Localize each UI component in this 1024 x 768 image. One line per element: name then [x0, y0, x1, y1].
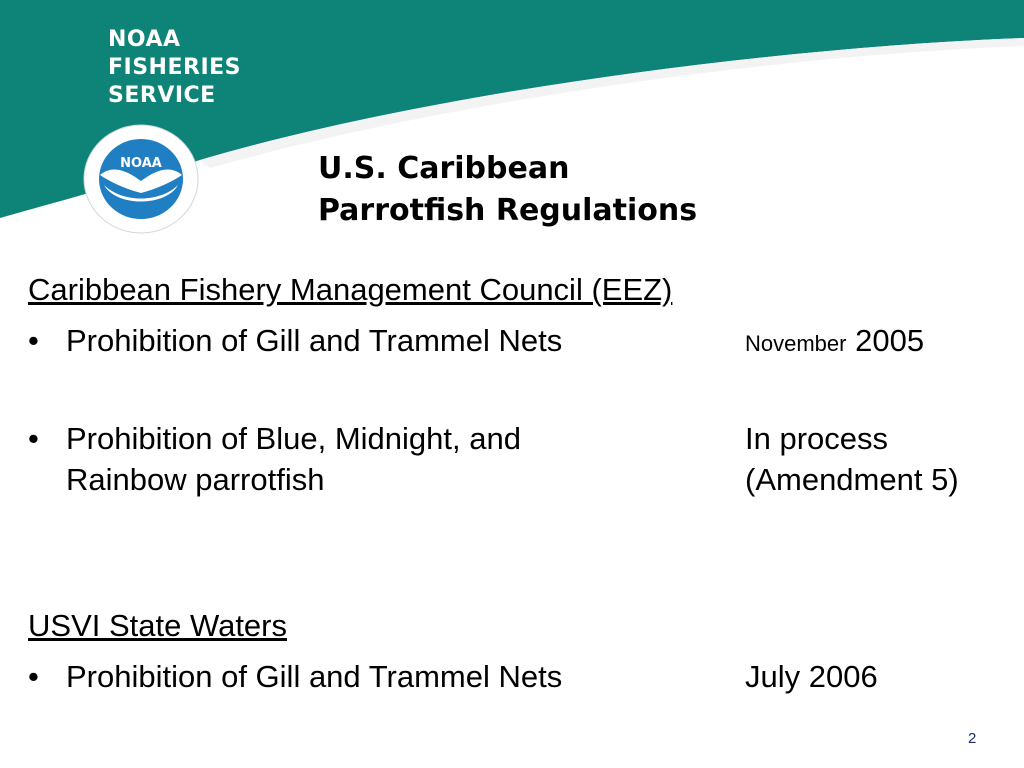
- item-date-line: July 2006: [745, 659, 878, 694]
- item-date: [745, 320, 924, 364]
- slide-title-line-1: U.S. Caribbean: [318, 151, 570, 186]
- item-date-month: November: [745, 331, 847, 356]
- bullet: •: [28, 421, 39, 456]
- noaa-fisheries-wordmark: [108, 26, 241, 110]
- slide-title: [318, 148, 697, 232]
- item-status: [745, 418, 959, 500]
- bullet: •: [28, 659, 39, 694]
- brand-line-1: NOAA: [108, 27, 181, 52]
- item-date-year: 2005: [855, 323, 925, 358]
- item-text-line: Rainbow parrotfish: [66, 462, 325, 497]
- item-text-line: Prohibition of Gill and Trammel Nets: [66, 659, 563, 694]
- item-text-line: Prohibition of Blue, Midnight, and: [66, 421, 521, 456]
- brand-line-2: FISHERIES: [108, 55, 241, 80]
- item-date: [745, 656, 878, 697]
- section-heading-usvi: USVI State Waters: [28, 608, 287, 643]
- bullet: •: [28, 323, 39, 358]
- item-text: [66, 656, 562, 697]
- item-text-line: Prohibition of Gill and Trammel Nets: [66, 323, 563, 358]
- section-heading-cfmc: Caribbean Fishery Management Council (EEZ): [28, 272, 673, 307]
- page-number: 2: [968, 730, 977, 747]
- slide-title-line-2: Parrotfish Regulations: [318, 193, 698, 228]
- item-status-line: In process: [745, 421, 889, 456]
- seal-center-text: NOAA: [120, 156, 162, 171]
- item-text: [66, 320, 562, 361]
- brand-line-3: SERVICE: [108, 83, 216, 108]
- noaa-seal-logo: [82, 123, 200, 235]
- item-text: [66, 418, 521, 500]
- item-status-line: (Amendment 5): [745, 462, 959, 497]
